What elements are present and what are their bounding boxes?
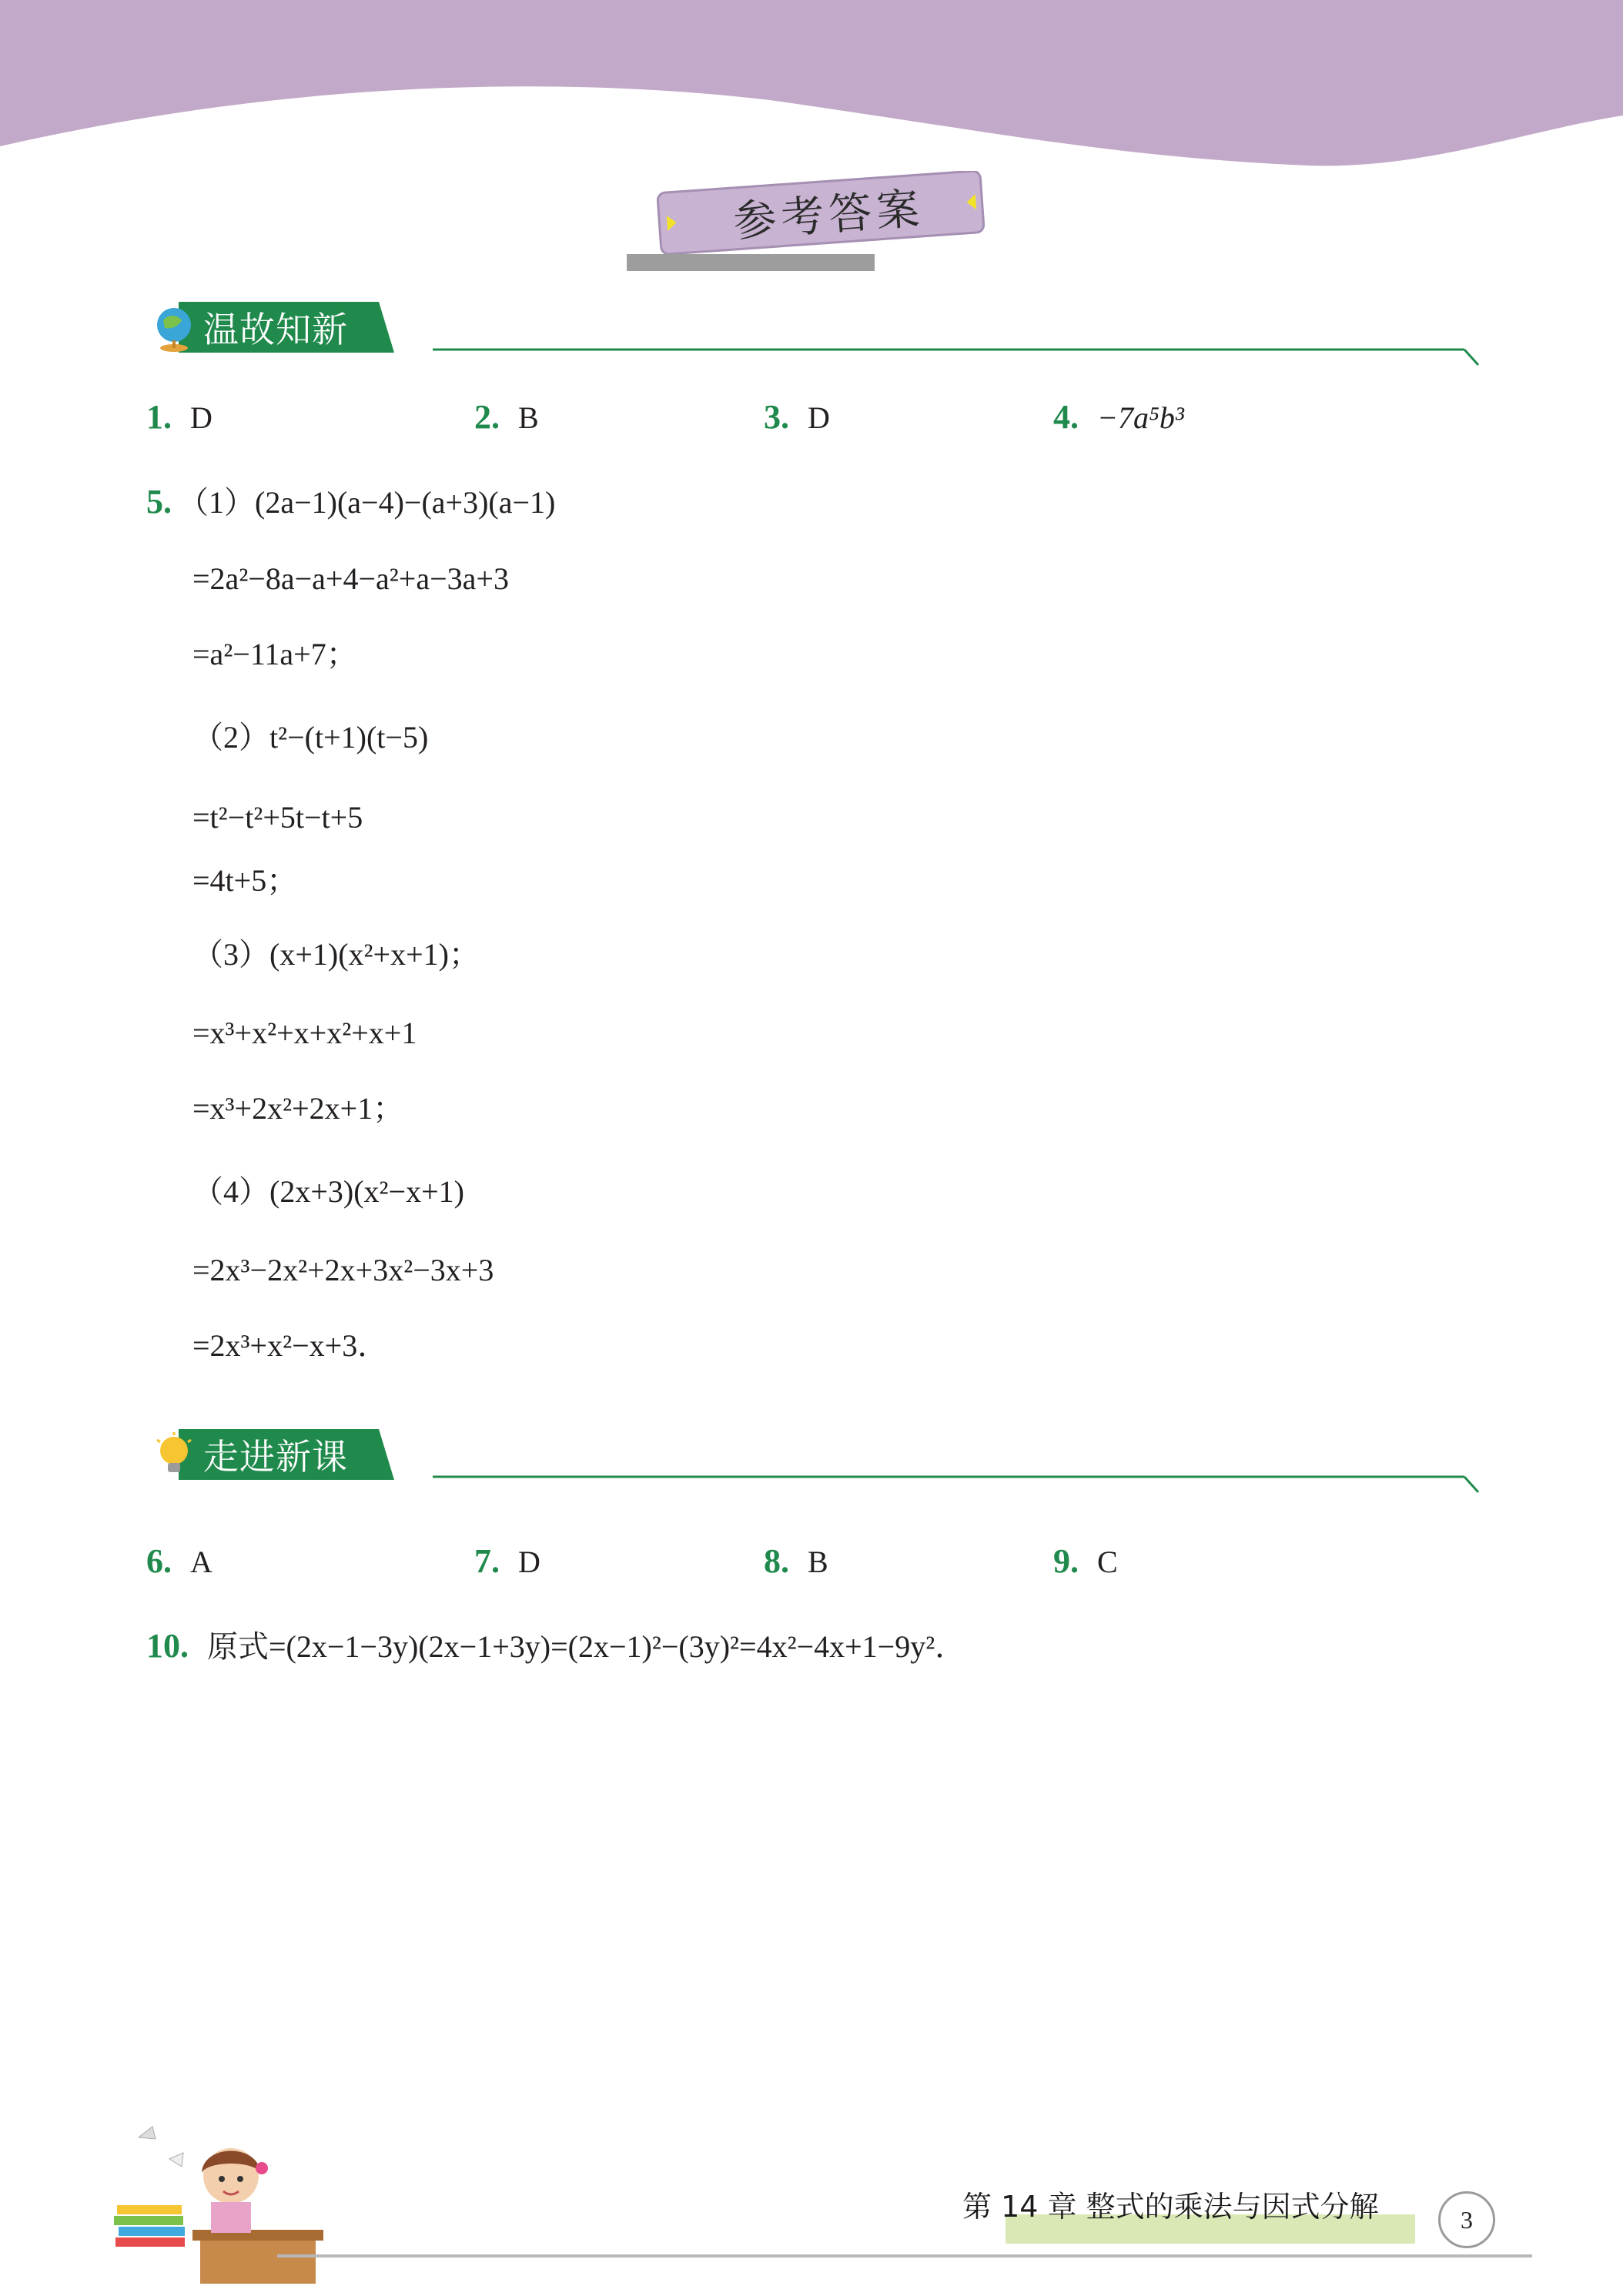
q5-line-11: =2x³−2x²+2x+3x²−3x+3	[192, 1253, 494, 1287]
q5-line-4: （2）t²−(t+1)(t−5)	[192, 720, 429, 755]
page-number: 3	[1438, 2191, 1495, 2248]
q5-line-12: =2x³+x²−x+3．	[192, 1328, 389, 1363]
q5-line-7: （3）(x+1)(x²+x+1)；	[192, 937, 480, 972]
question-2: 2. B	[474, 398, 539, 436]
q5-line-1: （1）(2a−1)(a−4)−(a+3)(a−1)	[178, 485, 556, 520]
question-5-header: 5. （1）(2a−1)(a−4)−(a+3)(a−1)	[146, 483, 556, 520]
q5-line-10: （4）(2x+3)(x²−x+1)	[192, 1174, 464, 1209]
title-plaque	[648, 171, 995, 254]
question-10: 10. 原式=(2x−1−3y)(2x−1+3y)=(2x−1)²−(3y)²=4x²−4x+1−9y²．	[146, 1627, 966, 1665]
question-6: 6. A	[146, 1542, 212, 1580]
page-title: 参考答案	[731, 183, 926, 247]
choice-answers-row	[146, 1538, 1532, 1585]
section-label: 走进新课	[203, 1436, 348, 1478]
footer-rule	[277, 2254, 1532, 2258]
choice-answers-row	[146, 394, 1532, 440]
q5-line-9: =x³+2x²+2x+1；	[192, 1091, 404, 1126]
question-4: 4. −7a⁵b³	[1053, 398, 1184, 436]
q5-line-2: =2a²−8a−a+4−a²+a−3a+3	[192, 561, 509, 596]
student-illustration	[108, 2122, 323, 2291]
top-banner	[0, 0, 1623, 185]
question-8: 8. B	[764, 1542, 828, 1580]
section-header-new-lesson	[148, 1429, 1480, 1483]
q5-line-8: =x³+x²+x+x²+x+1	[192, 1016, 417, 1050]
question-7: 7. D	[474, 1542, 540, 1580]
globe-icon	[151, 303, 200, 353]
q5-line-5: =t²−t²+5t−t+5	[192, 800, 363, 835]
question-1: 1. D	[146, 398, 212, 436]
chapter-title: 第 14 章 整式的乘法与因式分解	[962, 2190, 1379, 2224]
q10-answer: 原式=(2x−1−3y)(2x−1+3y)=(2x−1)²−(3y)²=4x²−4x+1−9y²．	[207, 1629, 966, 1664]
question-9: 9. C	[1053, 1542, 1118, 1580]
section-header-review	[148, 302, 1480, 356]
section-label: 温故知新	[203, 309, 348, 350]
q5-line-6: =4t+5；	[192, 863, 298, 898]
question-3: 3. D	[764, 398, 830, 436]
q5-line-3: =a²−11a+7；	[192, 637, 357, 671]
lightbulb-icon	[151, 1431, 200, 1480]
